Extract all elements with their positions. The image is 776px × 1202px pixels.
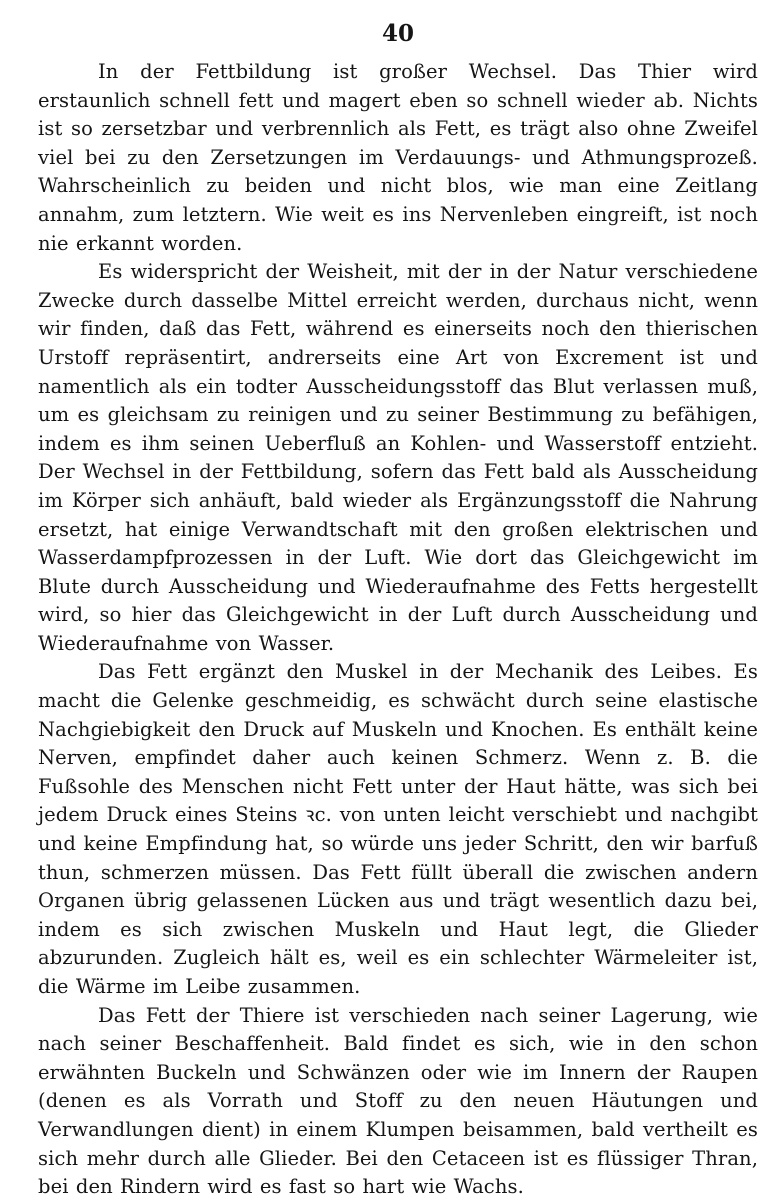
- paragraph-weisheit: Es widerspricht der Weisheit, mit der in der Natur verschiedene Zwecke durch dasselbe Mittel erreicht werden, durchaus nicht, wenn wir finden, daß das Fett, während es einerseits noch den thierischen Urstoff repräsentirt, andrerseits eine Art von Excrement ist und namentlich als ein todter Ausscheidungsstoff das Blut verlassen muß, um es gleichsam zu reinigen und zu seiner Bestimmung zu befähigen, indem es ihm seinen Ueberfluß an Kohlen- und Wasserstoff entzieht. Der Wechsel in der Fettbildung, sofern das Fett bald als Ausscheidung im Körper sich anhäuft, bald wieder als Ergänzungsstoff die Nahrung ersetzt, hat einige Verwandtschaft mit den großen elektrischen und Wasserdampfprozessen in der Luft. Wie dort das Gleichgewicht im Blute durch Ausscheidung und Wiederaufnahme des Fetts hergestellt wird, so hier das Gleichgewicht in der Luft durch Ausscheidung und Wiederaufnahme von Wasser.: [38, 260, 758, 655]
- page-number: 40: [381, 20, 414, 47]
- book-page: [38, 18, 758, 1199]
- paragraph-lagerung: Das Fett der Thiere ist verschieden nach seiner Lagerung, wie nach seiner Beschaffenheit. Bald findet es sich, wie in den schon erwähnten Buckeln und Schwänzen oder wie im Innern der Raupen (denen es als Vorrath und Stoff zu den neuen Häutungen und Verwandlungen dient) in einem Klumpen beisammen, bald vertheilt es sich mehr durch alle Glieder. Bei den Cetaceen ist es flüssiger Thran, bei den Rindern wird es fast so hart wie Wachs.: [38, 1003, 758, 1199]
- paragraph-fettbildung: In der Fettbildung ist großer Wechsel. Das Thier wird erstaunlich schnell fett und magert eben so schnell wieder ab. Nichts ist so zersetzbar und verbrennlich als Fett, es trägt also ohne Zweifel viel bei zu den Zersetzungen im Verdauungs- und Athmungsprozeß. Wahrscheinlich zu beiden und nicht blos, wie man eine Zeitlang annahm, zum letztern. Wie weit es ins Nervenleben eingreift, ist noch nie erkannt worden.: [38, 60, 758, 255]
- paragraph-mechanik: Das Fett ergänzt den Muskel in der Mechanik des Leibes. Es macht die Gelenke geschmeidig, es schwächt durch seine elastische Nachgiebigkeit den Druck auf Muskeln und Knochen. Es enthält keine Nerven, empfindet daher auch keinen Schmerz. Wenn z. B. die Fußsohle des Menschen nicht Fett unter der Haut hätte, was sich bei jedem Druck eines Steins ꝛc. von unten leicht verschiebt und nachgibt und keine Empfindung hat, so würde uns jeder Schritt, den wir barfuß thun, schmerzen müssen. Das Fett füllt überall die zwischen andern Organen übrig gelassenen Lücken aus und trägt wesentlich dazu bei, indem es sich zwischen Muskeln und Haut legt, die Glieder abzurunden. Zugleich hält es, weil es ein schlechter Wärmeleiter ist, die Wärme im Leibe zusammen.: [38, 660, 758, 998]
